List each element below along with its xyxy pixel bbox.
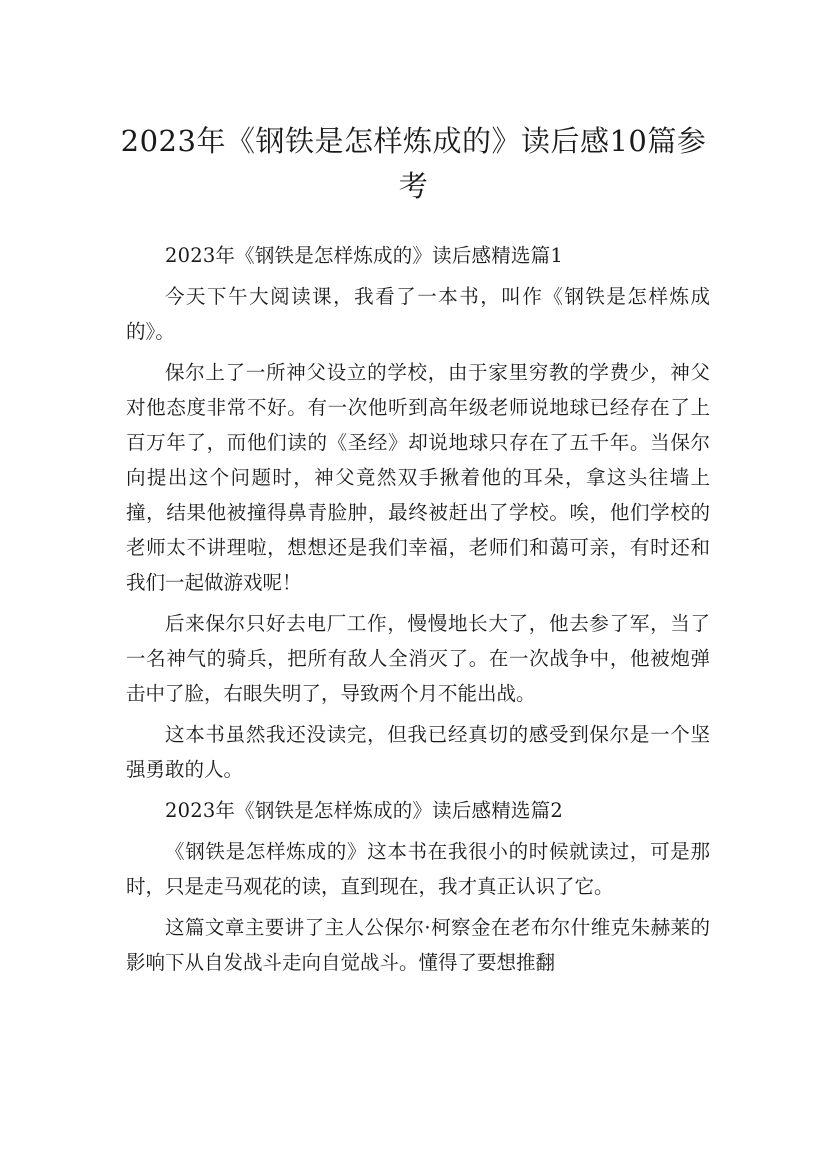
paragraph: 后来保尔只好去电厂工作，慢慢地长大了，他去参了军，当了一名神气的骑兵，把所有敌人全消灭了。在一次战争中，他被炮弹击中了脸，右眼失明了，导致两个月不能出战。 (126, 612, 710, 705)
paragraph: 这本书虽然我还没读完，但我已经真切的感受到保尔是一个坚强勇敢的人。 (126, 723, 710, 781)
section-heading-1: 2023年《钢铁是怎样炼成的》读后感精选篇1 (165, 244, 563, 267)
section-heading-2: 2023年《钢铁是怎样炼成的》读后感精选篇2 (165, 799, 563, 822)
paragraph: 保尔上了一所神父设立的学校，由于家里穷教的学费少，神父对他态度非常不好。有一次他听到高年级老师说地球已经存在了上百万年了，而他们读的《圣经》却说地球只存在了五千年。当保尔向提出这个问题时，神父竟然双手揪着他的耳朵，拿这头往墙上撞，结果他被撞得鼻青脸肿，最终被赶出了学校。唉，他们学校的老师太不讲理啦，想想还是我们幸福，老师们和蔼可亲，有时还和我们一起做游戏呢！ (126, 361, 710, 594)
page-title: 2023年《钢铁是怎样炼成的》读后感10篇参考 (120, 124, 707, 204)
paragraph: 今天下午大阅读课，我看了一本书，叫作《钢铁是怎样炼成的》。 (126, 285, 710, 343)
paragraph: 这篇文章主要讲了主人公保尔·柯察金在老布尔什维克朱赫莱的影响下从自发战斗走向自觉战斗。懂得了要想推翻 (126, 916, 710, 974)
document-body (126, 238, 710, 986)
paragraph: 《钢铁是怎样炼成的》这本书在我很小的时候就读过，可是那时，只是走马观花的读，直到现在，我才真正认识了它。 (126, 840, 710, 898)
